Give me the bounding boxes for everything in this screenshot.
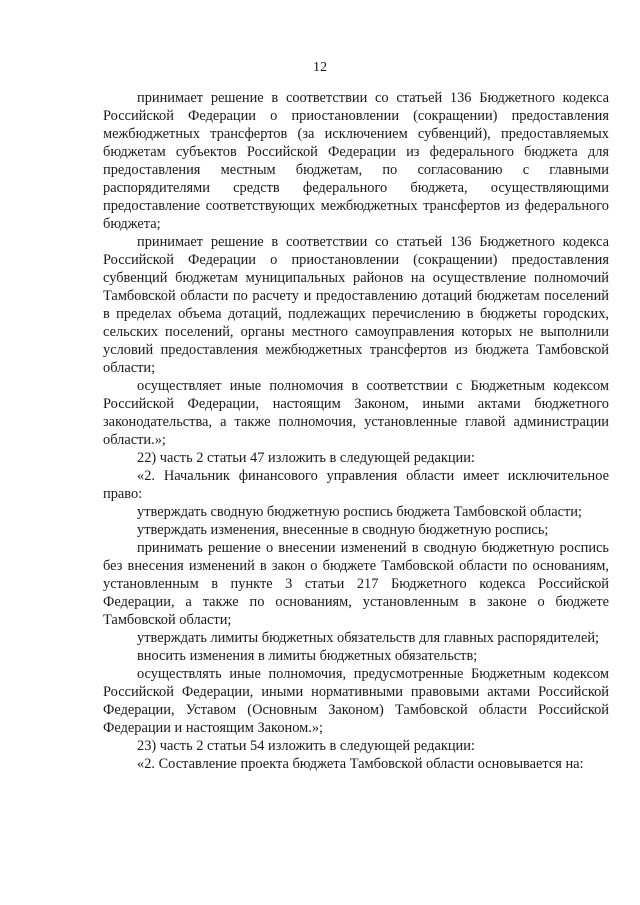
- paragraph: 22) часть 2 статьи 47 изложить в следующей редакции:: [137, 450, 475, 466]
- paragraph: утверждать сводную бюджетную роспись бюджета Тамбовской области;: [137, 504, 583, 520]
- page-number: 12: [313, 60, 327, 75]
- paragraph: принимает решение в соответствии со статьей 136 Бюджетного кодекса Российской Федерации о приостановлении (сокращении) предоставления межбюджетных трансфертов (за исключением субвенций), предоставляемых бюджетам субъектов Российской Федерации из федерального бюджета для предоставления местным бюджетам, по согласованию с главными распорядителями средств федерального бюджета, осуществляющими предоставление соответствующих межбюджетных трансфертов из федерального бюджета;: [103, 90, 609, 232]
- paragraph: 23) часть 2 статьи 54 изложить в следующей редакции:: [137, 738, 475, 754]
- paragraph: утверждать изменения, внесенные в сводную бюджетную роспись;: [137, 522, 549, 538]
- paragraph: осуществляет иные полномочия в соответствии с Бюджетным кодексом Российской Федерации, настоящим Законом, иными актами бюджетного законодательства, а также полномочия, установленные главой администрации области.»;: [103, 378, 609, 448]
- paragraph: утверждать лимиты бюджетных обязательств для главных распорядителей;: [137, 630, 600, 646]
- document-body: [103, 89, 609, 773]
- paragraph: принимает решение в соответствии со статьей 136 Бюджетного кодекса Российской Федерации о приостановлении (сокращении) предоставления субвенций бюджетам муниципальных районов на осуществление полномочий Тамбовской области по расчету и предоставлению дотаций бюджетам поселений в пределах объема дотаций, подлежащих перечислению в бюджеты городских, сельских поселений, органы местного самоуправления которых не выполнили условий предоставления межбюджетных трансфертов из бюджета Тамбовской области;: [103, 234, 609, 376]
- paragraph: осуществлять иные полномочия, предусмотренные Бюджетным кодексом Российской Федерации, иными нормативными правовыми актами Российской Федерации, Уставом (Основным Законом) Тамбовской области Российской Федерации и настоящим Законом.»;: [103, 666, 609, 736]
- paragraph: вносить изменения в лимиты бюджетных обязательств;: [137, 648, 478, 664]
- paragraph: «2. Начальник финансового управления области имеет исключительное право:: [103, 468, 609, 502]
- paragraph: принимать решение о внесении изменений в сводную бюджетную роспись без внесения изменений в закон о бюджете Тамбовской области по основаниям, установленным в пункте 3 статьи 217 Бюджетного кодекса Российской Федерации, а также по основаниям, установленным в законе о бюджете Тамбовской области;: [103, 540, 609, 628]
- paragraph: «2. Составление проекта бюджета Тамбовской области основывается на:: [137, 756, 584, 772]
